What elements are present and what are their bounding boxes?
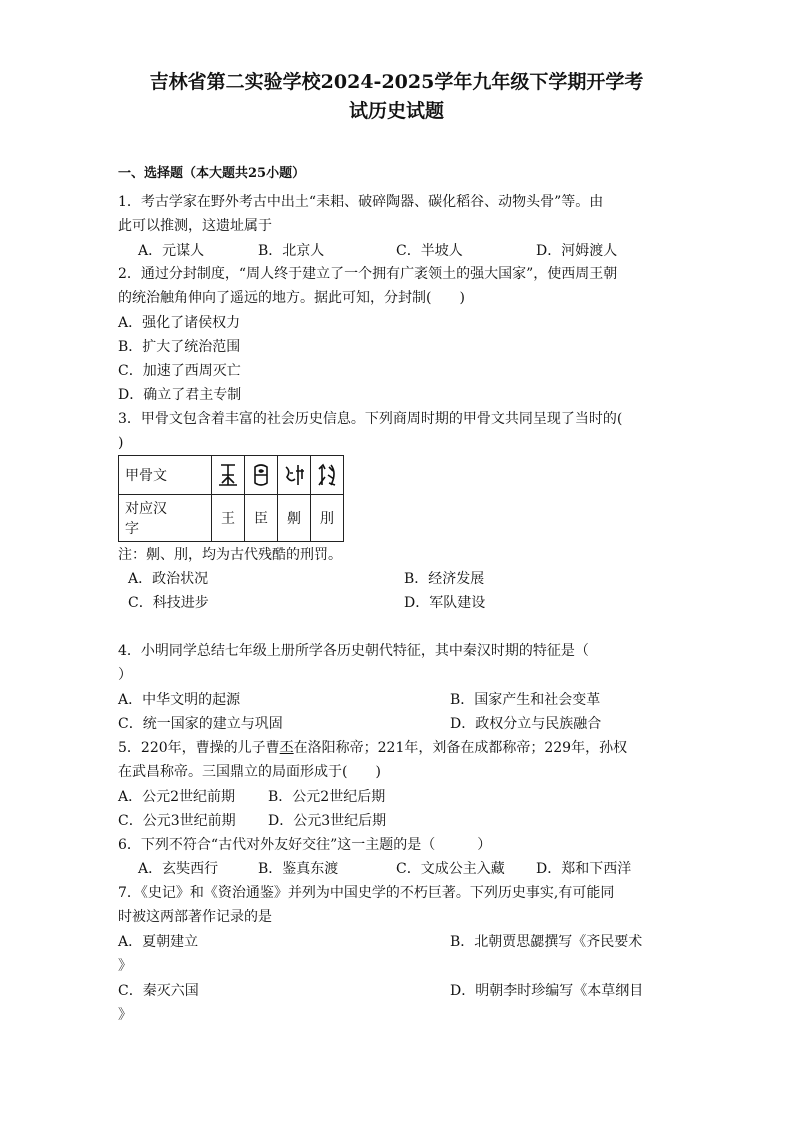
- q4-line-1: 4．小明同学总结七年级上册所学各历史朝代特征，其中秦汉时期的特征是（: [118, 643, 589, 659]
- q4-option-a: A．中华文明的起源: [118, 692, 241, 708]
- char-chen: 臣: [245, 495, 278, 542]
- q5-option-b: B．公元2世纪后期: [268, 789, 386, 805]
- q5-line-1-post: 在洛阳称帝；221年，刘备在成都称帝；229年，孙权: [293, 740, 628, 756]
- q6-option-b: B．鉴真东渡: [258, 861, 339, 877]
- section-heading: 一、选择题（本大题共25小题）: [118, 166, 306, 181]
- q5-option-d: D．公元3世纪后期: [268, 813, 387, 829]
- q2-option-c: C．加速了西周灭亡: [118, 363, 241, 379]
- oracle-wang-icon: [216, 461, 240, 489]
- q3-note: 注：劓、刖，均为古代残酷的刑罚。: [118, 547, 342, 563]
- q3-option-c: C．科技进步: [128, 595, 209, 611]
- q3-option-a: A．政治状况: [128, 571, 209, 587]
- oracle-bone-table: [118, 455, 344, 542]
- table-label-char: [119, 495, 212, 542]
- q6-option-c: C．文成公主入藏: [396, 861, 505, 877]
- q1-line-1: 1．考古学家在野外考古中出土“耒耜、破碎陶器、碳化稻谷、动物头骨”等。由: [118, 194, 604, 210]
- q5-line-2: 在武昌称帝。三国鼎立的局面形成于( ): [118, 764, 381, 780]
- q3-option-b: B．经济发展: [404, 571, 485, 587]
- q4-option-b: B．国家产生和社会变革: [450, 692, 601, 708]
- q6-option-d: D．郑和下西洋: [536, 861, 632, 877]
- char-yue: 刖: [311, 495, 344, 542]
- q7-option-b-wrap: 》: [118, 958, 132, 974]
- q5-underlined-char: 丕: [279, 740, 294, 756]
- q7-option-c: C．秦灭六国: [118, 983, 199, 999]
- title-line-1: 吉林省第二实验学校2024-2025学年九年级下学期开学考: [149, 71, 644, 93]
- q7-option-a: A．夏朝建立: [118, 934, 199, 950]
- oracle-yue-icon: [315, 461, 339, 489]
- q5-option-a: A．公元2世纪前期: [118, 789, 236, 805]
- q2-option-b: B．扩大了统治范围: [118, 339, 241, 355]
- q7-option-b: B．北朝贾思勰撰写《齐民要术: [450, 934, 643, 950]
- table-label-char-line-1: 对应汉: [125, 501, 167, 517]
- table-label-char-line-2: 字: [125, 521, 139, 537]
- q1-line-2: 此可以推测，这遗址属于: [118, 218, 272, 234]
- q4-line-2: ）: [118, 667, 132, 683]
- q3-line-1: 3．甲骨文包含着丰富的社会历史信息。下列商周时期的甲骨文共同呈现了当时的(: [118, 411, 623, 427]
- q6-line-1: 6．下列不符合“古代对外友好交往”这一主题的是（ ）: [118, 837, 492, 853]
- q7-line-1: 7．《史记》和《资治通鉴》并列为中国史学的不朽巨著。下列历史事实,有可能同: [118, 885, 615, 901]
- q4-option-c: C．统一国家的建立与巩固: [118, 716, 283, 732]
- q7-option-d-wrap: 》: [118, 1007, 132, 1023]
- q2-line-2: 的统治触角伸向了遥远的地方。据此可知，分封制( ): [118, 290, 465, 306]
- q1-option-c: C．半坡人: [396, 243, 463, 259]
- char-yi: 劓: [278, 495, 311, 542]
- q1-option-b: B．北京人: [258, 243, 325, 259]
- q1-option-a: A．元谋人: [138, 243, 205, 259]
- char-wang: 王: [212, 495, 245, 542]
- q1-option-d: D．河姆渡人: [536, 243, 618, 259]
- q2-line-1: 2．通过分封制度，“周人终于建立了一个拥有广袤领土的强大国家”，使西周王朝: [118, 266, 618, 282]
- q7-line-2: 时被这两部著作记录的是: [118, 909, 272, 925]
- q2-option-a: A．强化了诸侯权力: [118, 315, 241, 331]
- oracle-glyph-wang: [212, 456, 245, 495]
- q7-option-d: D．明朝李时珍编写《本草纲目: [450, 983, 644, 999]
- page-title: [110, 68, 683, 126]
- table-label-oracle: 甲骨文: [119, 456, 212, 495]
- q5-line-1-pre: 5．220年，曹操的儿子曹: [118, 740, 280, 756]
- oracle-glyph-chen: [245, 456, 278, 495]
- q3-line-2: ): [118, 435, 124, 451]
- q5-option-c: C．公元3世纪前期: [118, 813, 236, 829]
- q6-option-a: A．玄奘西行: [138, 861, 219, 877]
- title-line-2: 试历史试题: [348, 100, 444, 122]
- oracle-glyph-yi: [278, 456, 311, 495]
- q3-option-d: D．军队建设: [404, 595, 486, 611]
- oracle-chen-icon: [249, 461, 273, 489]
- q2-option-d: D．确立了君主专制: [118, 387, 242, 403]
- oracle-yi-icon: [282, 461, 306, 489]
- oracle-glyph-yue: [311, 456, 344, 495]
- q5-line-1: [118, 738, 627, 758]
- q4-option-d: D．政权分立与民族融合: [450, 716, 602, 732]
